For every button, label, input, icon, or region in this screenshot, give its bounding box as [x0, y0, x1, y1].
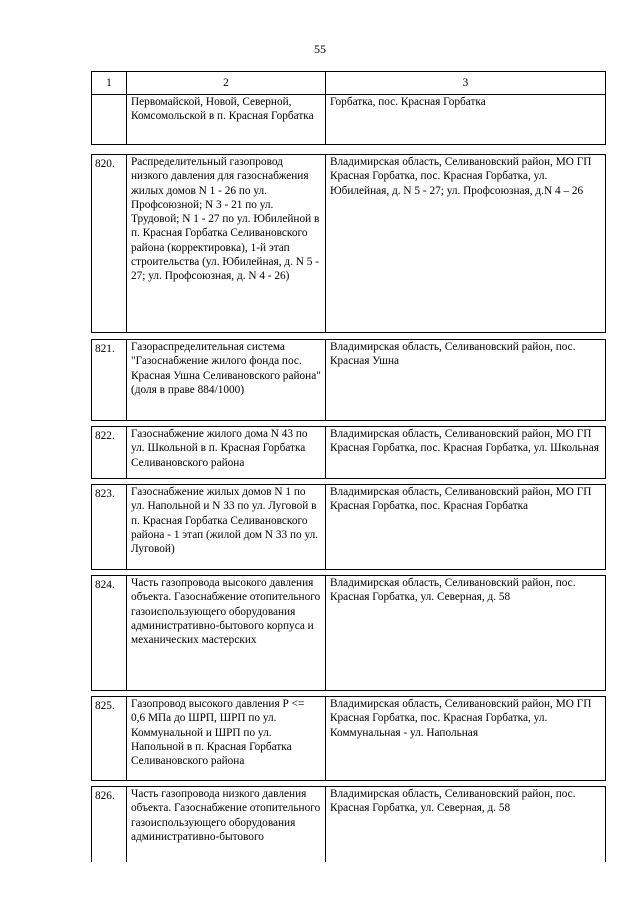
- row-number-cell: 825.: [92, 697, 127, 781]
- gap-cell: [326, 145, 606, 155]
- row-number-cell: 820.: [92, 155, 127, 333]
- address-cell: Владимирская область, Селивановский район, пос. Красная Горбатка, ул. Северная, д. 58: [326, 576, 606, 691]
- object-name-cell: Газопровод высокого давления Р <= 0,6 МПа до ШРП, ШРП по ул. Коммунальной и ШРП по ул. Напольной в п. Красная Горбатка Селивановского района: [127, 697, 326, 781]
- object-name-cell: Часть газопровода высокого давления объекта. Газоснабжение отопительного газоиспользующего оборудования административно-бытового корпуса и механических мастерских: [127, 576, 326, 691]
- row-number-cell: 826.: [92, 787, 127, 862]
- object-name-cell: Первомайской, Новой, Северной, Комсомольской в п. Красная Горбатка: [127, 95, 326, 145]
- column-header-address: 3: [326, 72, 606, 95]
- column-header-number: 1: [92, 72, 127, 95]
- table-row: [92, 155, 606, 333]
- gap-cell: [326, 333, 606, 340]
- address-cell: Владимирская область, Селивановский район, МО ГП Красная Горбатка, пос. Красная Горбатка: [326, 485, 606, 570]
- column-header-name: 2: [127, 72, 326, 95]
- row-number-cell: 824.: [92, 576, 127, 691]
- table-header-row: [92, 72, 606, 95]
- object-name-cell: Газоснабжение жилого дома N 43 по ул. Школьной в п. Красная Горбатка Селивановского района: [127, 427, 326, 479]
- gap-cell: [127, 145, 326, 155]
- table-row: [92, 485, 606, 570]
- gap-cell: [92, 145, 127, 155]
- gap-cell: [127, 333, 326, 340]
- table-row: [92, 697, 606, 781]
- property-table-body: [92, 72, 606, 862]
- row-gap: [92, 145, 606, 155]
- address-cell: Владимирская область, Селивановский район, МО ГП Красная Горбатка, пос. Красная Горбатка, ул. Коммунальная - ул. Напольная: [326, 697, 606, 781]
- row-number-cell: 821.: [92, 340, 127, 421]
- object-name-cell: Распределительный газопровод низкого давления для газоснабжения жилых домов N 1 - 26 по ул. Профсоюзной; N 3 - 21 по ул. Трудовой; N 1 - 27 по ул. Юбилейной в п. Красная Горбатка Селивановского района (корректировка), 1-й этап строительства (ул. Юбилейная, д. N 5 - 27; ул. Профсоюзная, д. N 4 - 26): [127, 155, 326, 333]
- row-number-cell: 823.: [92, 485, 127, 570]
- address-cell: Горбатка, пос. Красная Горбатка: [326, 95, 606, 145]
- address-cell: Владимирская область, Селивановский район, МО ГП Красная Горбатка, пос. Красная Горбатка, ул. Школьная: [326, 427, 606, 479]
- table-row: [92, 787, 606, 862]
- table-row: [92, 427, 606, 479]
- address-cell: Владимирская область, Селивановский район, МО ГП Красная Горбатка, пос. Красная Горбатка, ул. Юбилейная, д. N 5 - 27; ул. Профсоюзная, д.N 4 – 26: [326, 155, 606, 333]
- gap-cell: [92, 333, 127, 340]
- table-row: [92, 340, 606, 421]
- row-gap: [92, 333, 606, 340]
- row-number-cell: [92, 95, 127, 145]
- address-cell: Владимирская область, Селивановский район, пос. Красная Горбатка, ул. Северная, д. 58: [326, 787, 606, 862]
- object-name-cell: Часть газопровода низкого давления объекта. Газоснабжение отопительного газоиспользующего оборудования административно-бытового: [127, 787, 326, 862]
- object-name-cell: Газораспределительная система "Газоснабжение жилого фонда пос. Красная Ушна Селивановского района" (доля в праве 884/1000): [127, 340, 326, 421]
- property-table: [91, 71, 606, 862]
- table-row-continuation: [92, 95, 606, 145]
- address-cell: Владимирская область, Селивановский район, пос. Красная Ушна: [326, 340, 606, 421]
- page-number: 55: [314, 42, 326, 56]
- row-number-cell: 822.: [92, 427, 127, 479]
- object-name-cell: Газоснабжение жилых домов N 1 по ул. Напольной и N 33 по ул. Луговой в п. Красная Горбатка Селивановского района - 1 этап (жилой дом N 33 по ул. Луговой): [127, 485, 326, 570]
- table-row: [92, 576, 606, 691]
